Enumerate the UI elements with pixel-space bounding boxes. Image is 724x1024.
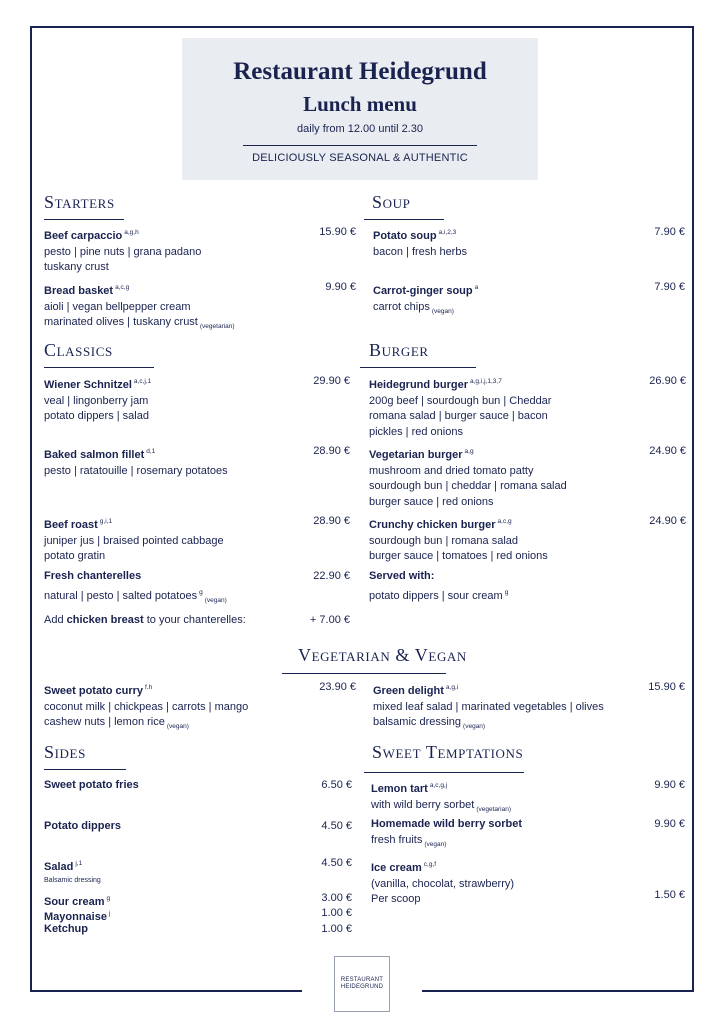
menu-item-sweet-potato-curry: Sweet potato curry $^{f,h}$ coconut milk | chickpeas | carrots | mango cashew nuts | lemon rice $_{(vegan)}$	[44, 684, 249, 730]
price-beef-carpaccio: 15.90 €	[319, 226, 356, 238]
tagline: DELICIOUSLY SEASONAL & AUTHENTIC	[252, 152, 468, 164]
price-lemon-tart: 9.90 €	[654, 779, 685, 791]
price-sweet-potato-fries: 6.50 €	[321, 779, 352, 791]
menu-header	[182, 38, 538, 180]
menu-item-potato-soup: Potato soup $^{a,i,2,3}$ bacon | fresh herbs	[373, 229, 467, 258]
chanterelles-addon: Add chicken breast to your chanterelles:	[44, 614, 246, 626]
menu-item-beef-roast: Beef roast $^{g,i,1}$ juniper jus | braised pointed cabbage potato gratin	[44, 518, 224, 562]
price-fresh-chanterelles: 22.90 €	[313, 570, 350, 582]
frame-top-border	[30, 26, 694, 28]
menu-item-heidegrund-burger: Heidegrund burger $^{a,g,i,j,1,3,7}$ 200g beef | sourdough bun | Cheddar romana salad | burger sauce | bacon pickles | red onions	[369, 378, 552, 438]
section-title-classics: Classics	[44, 340, 113, 360]
price-salad: 4.50 €	[321, 857, 352, 869]
header-divider	[243, 145, 477, 146]
side-item-mayonnaise: Mayonnaise $^j$	[44, 910, 111, 923]
section-rule-burger	[360, 367, 476, 368]
section-rule-classics	[44, 367, 154, 368]
price-potato-soup: 7.90 €	[654, 226, 685, 238]
dessert-item-wild-berry-sorbet: Homemade wild berry sorbet fresh fruits $_{(vegan)}$	[371, 818, 522, 848]
price-vegetarian-burger: 24.90 €	[649, 445, 686, 457]
section-rule-soup	[364, 219, 444, 220]
price-potato-dippers: 4.50 €	[321, 820, 352, 832]
section-title-sides: Sides	[44, 742, 86, 762]
price-sweet-potato-curry: 23.90 €	[319, 681, 356, 693]
opening-hours: daily from 12.00 until 2.30	[297, 123, 423, 135]
section-title-burger: Burger	[369, 340, 429, 360]
price-bread-basket: 9.90 €	[325, 281, 356, 293]
restaurant-name: Restaurant Heidegrund	[233, 58, 487, 85]
dessert-item-lemon-tart: Lemon tart $^{a,c,g,j}$ with wild berry sorbet $_{(vegetarian)}$	[371, 782, 512, 813]
section-rule-sweet-temptations	[364, 772, 524, 773]
section-title-vegetarian-vegan: Vegetarian & Vegan	[298, 645, 467, 665]
price-sour-cream: 3.00 €	[321, 892, 352, 904]
menu-item-wiener-schnitzel: Wiener Schnitzel $^{a,c,j,1}$ veal | lingonberry jam potato dippers | salad	[44, 378, 152, 422]
frame-bottom-right-border	[422, 990, 694, 992]
frame-right-border	[692, 26, 694, 992]
menu-item-carrot-ginger-soup: Carrot-ginger soup $^a$ carrot chips $_{(vegan)}$	[373, 284, 479, 315]
dessert-item-ice-cream: Ice cream $^{c,g,f}$ (vanilla, chocolat, strawberry) Per scoop	[371, 861, 515, 905]
frame-bottom-left-border	[30, 990, 302, 992]
side-item-sweet-potato-fries: Sweet potato fries	[44, 779, 139, 791]
section-rule-sides	[44, 769, 126, 770]
price-ice-cream-per-scoop: 1.50 €	[654, 889, 685, 901]
menu-item-vegetarian-burger: Vegetarian burger $^{a,g}$ mushroom and dried tomato patty sourdough bun | cheddar | romana salad burger sauce | red onions	[369, 448, 567, 508]
price-ketchup: 1.00 €	[321, 923, 352, 935]
burger-served-with: Served with: potato dippers | sour cream $^g$	[369, 570, 509, 602]
price-mayonnaise: 1.00 €	[321, 907, 352, 919]
price-heidegrund-burger: 26.90 €	[649, 375, 686, 387]
price-chanterelles-addon: + 7.00 €	[309, 614, 350, 626]
price-baked-salmon-fillet: 28.90 €	[313, 445, 350, 457]
price-crunchy-chicken-burger: 24.90 €	[649, 515, 686, 527]
price-green-delight: 15.90 €	[648, 681, 685, 693]
restaurant-logo: RESTAURANT HEIDEGRUND	[334, 956, 390, 1012]
menu-item-green-delight: Green delight $^{a,g,i}$ mixed leaf salad | marinated vegetables | olives balsamic dressing $_{(vegan)}$	[373, 684, 604, 730]
side-item-salad: Salad $^{j,1}$ Balsamic dressing	[44, 860, 101, 884]
frame-left-border	[30, 26, 32, 992]
side-item-ketchup: Ketchup	[44, 923, 88, 935]
section-rule-vegetarian-vegan	[282, 673, 446, 674]
price-wiener-schnitzel: 29.90 €	[313, 375, 350, 387]
menu-item-fresh-chanterelles: Fresh chanterelles natural | pesto | salted potatoes $^g_{(vegan)}$	[44, 570, 227, 604]
menu-item-crunchy-chicken-burger: Crunchy chicken burger $^{a,c,g}$ sourdough bun | romana salad burger sauce | tomatoes | red onions	[369, 518, 548, 562]
section-title-starters: Starters	[44, 192, 115, 212]
side-item-sour-cream: Sour cream $^g$	[44, 895, 111, 908]
menu-item-baked-salmon-fillet: Baked salmon fillet $^{d,1}$ pesto | ratatouille | rosemary potatoes	[44, 448, 228, 477]
section-title-sweet-temptations: Sweet Temptations	[372, 742, 524, 762]
price-beef-roast: 28.90 €	[313, 515, 350, 527]
price-wild-berry-sorbet: 9.90 €	[654, 818, 685, 830]
side-item-potato-dippers: Potato dippers	[44, 820, 122, 832]
section-rule-starters	[44, 219, 124, 220]
menu-title: Lunch menu	[303, 92, 417, 116]
section-title-soup: Soup	[372, 192, 411, 212]
menu-item-bread-basket: Bread basket $^{a,c,g}$ aioli | vegan bellpepper cream marinated olives | tuskany crust $_{(vegetarian)}$	[44, 284, 235, 330]
menu-item-beef-carpaccio: Beef carpaccio $^{a,g,h}$ pesto | pine nuts | grana padano tuskany crust	[44, 229, 202, 273]
price-carrot-ginger-soup: 7.90 €	[654, 281, 685, 293]
